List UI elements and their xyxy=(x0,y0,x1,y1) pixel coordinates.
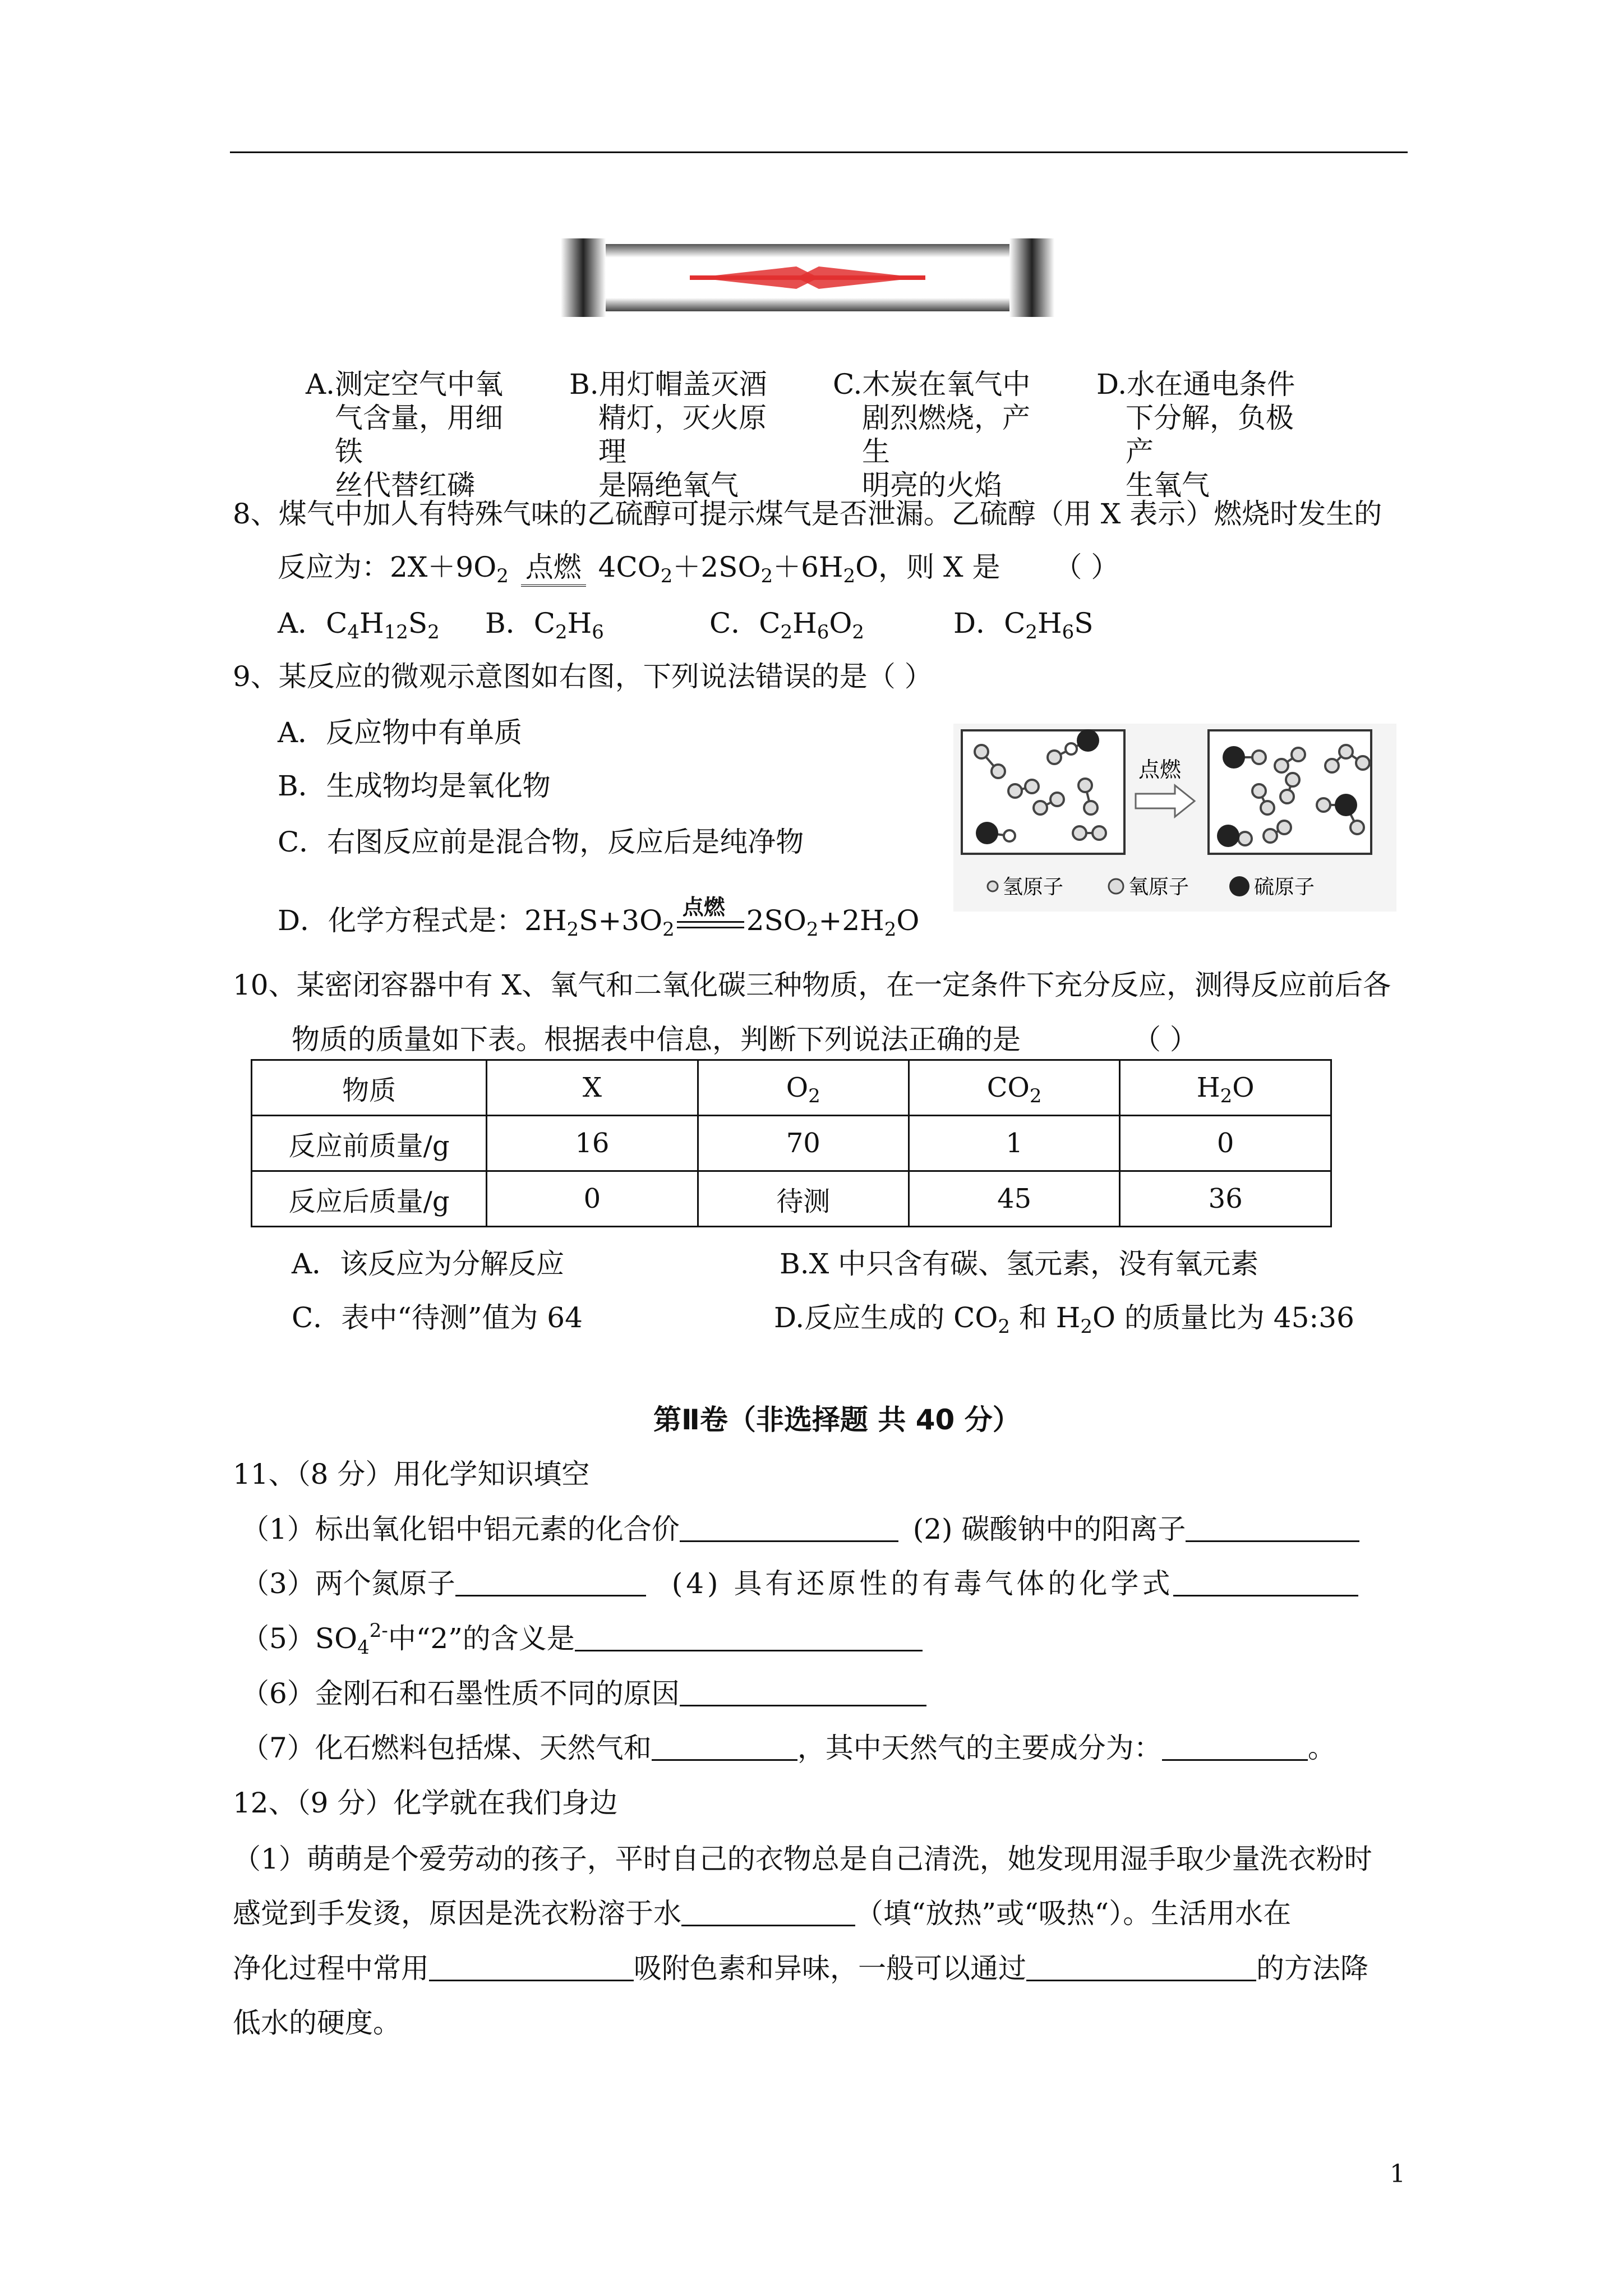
q9-option-b: B．生成物均是氧化物 xyxy=(278,770,551,802)
blank-input[interactable] xyxy=(455,1567,646,1596)
table-cell: 1 xyxy=(909,1116,1120,1171)
q8-stem-line1: 8、煤气中加人有特殊气味的乙硫醇可提示煤气是否泄漏。乙硫醇（用 X 表示）燃烧时发生的 xyxy=(233,498,1382,530)
q12-line3: 净化过程中常用 吸附色素和异味，一般可以通过 的方法降 xyxy=(233,1952,1368,1985)
table-cell: 反应前质量/g xyxy=(252,1116,487,1171)
q12-stem: 12、（9 分）化学就在我们身边 xyxy=(233,1787,618,1819)
table-header-cell: $CO_2$ xyxy=(909,1060,1120,1116)
legend-sulfur: 硫原子 xyxy=(1254,876,1315,899)
table-cell: 0 xyxy=(487,1171,698,1227)
q8-option-b: B．$C_2H_6$ xyxy=(485,607,604,643)
q9-stem: 9、某反应的微观示意图如右图，下列说法错误的是（ ） xyxy=(233,660,933,693)
q7-figure-tube xyxy=(561,238,1054,317)
table-cell: 70 xyxy=(698,1116,909,1171)
q10-option-b: B.X 中只含有碳、氢元素，没有氧元素 xyxy=(780,1248,1259,1280)
q8-option-c: C．$C_2H_6O_2$ xyxy=(709,607,865,643)
blank-input[interactable] xyxy=(1186,1512,1359,1542)
q9-d-condition: 点燃 xyxy=(682,894,725,919)
q11-part6: （6）金刚石和石墨性质不同的原因 xyxy=(241,1676,926,1711)
q8-option-a: A．$C_4H_{12}S_2$ xyxy=(278,607,440,643)
header-rule xyxy=(230,151,1408,153)
legend-hydrogen: 氢原子 xyxy=(1003,876,1064,899)
table-row xyxy=(252,1171,1331,1227)
blank-input[interactable] xyxy=(680,1512,898,1542)
table-header-cell: 物质 xyxy=(252,1060,487,1116)
blank-input[interactable] xyxy=(1173,1567,1358,1596)
q12-line2: 感觉到手发烫，原因是洗衣粉溶于水 （填“放热”或“吸热“）。生活用水在 xyxy=(233,1897,1292,1930)
q7-option-d: D.水在通电条件 下分解，负极产 生氧气 xyxy=(1096,368,1295,501)
table-header-row xyxy=(252,1060,1331,1116)
q7-option-c: C.木炭在氧气中 剧烈燃烧，产生 明亮的火焰 xyxy=(833,368,1031,501)
table-header-cell: X xyxy=(487,1060,698,1116)
q10-option-a: A．该反应为分解反应 xyxy=(292,1248,565,1280)
blank-input[interactable] xyxy=(1026,1952,1256,1981)
page-number: 1 xyxy=(1390,2160,1405,2188)
blank-input[interactable] xyxy=(681,1897,855,1926)
table-cell: 待测 xyxy=(698,1171,909,1227)
q11-part3: （3）两个氮原子 (4) 具有还原性的有毒气体的化学式 xyxy=(241,1566,1358,1601)
q10-stem-line2: 物质的质量如下表。根据表中信息，判断下列说法正确的是 （ ） xyxy=(292,1023,1198,1056)
table-row xyxy=(252,1116,1331,1171)
table-header-cell: $H_2O$ xyxy=(1120,1060,1331,1116)
blank-input[interactable] xyxy=(1162,1731,1308,1761)
q10-stem-line1: 10、某密闭容器中有 X、氧气和二氧化碳三种物质，在一定条件下充分反应，测得反应前后各 xyxy=(233,969,1391,1001)
q9-diagram-condition: 点燃 xyxy=(1138,757,1182,782)
legend-oxygen: 氧原子 xyxy=(1128,876,1189,899)
q11-part1: （1）标出氧化铝中铝元素的化合价 (2) 碳酸钠中的阳离子 xyxy=(241,1512,1359,1547)
q11-part7: （7）化石燃料包括煤、天然气和 ，其中天然气的主要成分为： 。 xyxy=(241,1732,1336,1764)
q9-option-c: C．右图反应前是混合物，反应后是纯净物 xyxy=(278,826,804,858)
table-cell: 16 xyxy=(487,1116,698,1171)
q12-line4: 低水的硬度。 xyxy=(233,2007,401,2039)
q10-option-d: D.反应生成的 $CO_2$ 和 $H_2O$ 的质量比为 45:36 xyxy=(774,1301,1354,1338)
blank-input[interactable] xyxy=(652,1731,797,1761)
q7-option-b: B.用灯帽盖灭酒 精灯，灭火原理 是隔绝氧气 xyxy=(569,368,767,501)
q12-line1: （1）萌萌是个爱劳动的孩子，平时自己的衣物总是自己清洗，她发现用湿手取少量洗衣粉时 xyxy=(233,1843,1372,1875)
blank-input[interactable] xyxy=(575,1622,923,1651)
table-cell: 45 xyxy=(909,1171,1120,1227)
section-title: 第Ⅱ卷（非选择题 共 40 分） xyxy=(653,1404,1021,1436)
q9-reaction-diagram xyxy=(953,724,1396,912)
q11-part5: $(5)SO_4^{2-}$中“2”的含义是 xyxy=(241,1621,923,1656)
q7-option-a: A.测定空气中氧 气含量，用细铁 丝代替红磷 xyxy=(306,368,504,501)
q10-mass-table xyxy=(251,1059,1332,1227)
q10-option-c: C．表中“待测”值为 64 xyxy=(292,1301,583,1334)
q8-option-d: D．$C_2H_6S$ xyxy=(953,607,1094,643)
table-cell: 反应后质量/g xyxy=(252,1171,487,1227)
q9-option-a: A．反应物中有单质 xyxy=(278,716,523,749)
blank-input[interactable] xyxy=(429,1952,634,1981)
q8-stem-line2: 反应为：$2X+9O_2$ 点燃 $4CO_2+2SO_2+6H_2O$，则 X 是 （ ） xyxy=(278,551,1119,587)
table-cell: 0 xyxy=(1120,1116,1331,1171)
q11-stem: 11、（8 分）用化学知识填空 xyxy=(233,1458,590,1490)
q8-condition: 点燃 xyxy=(521,550,586,587)
table-cell: 36 xyxy=(1120,1171,1331,1227)
q9-option-d: D．化学方程式是：$2H_2S+3O_2$ 点燃 $2SO_2+2H_2O$ xyxy=(278,903,919,938)
table-header-cell: $O_2$ xyxy=(698,1060,909,1116)
blank-input[interactable] xyxy=(680,1677,926,1706)
